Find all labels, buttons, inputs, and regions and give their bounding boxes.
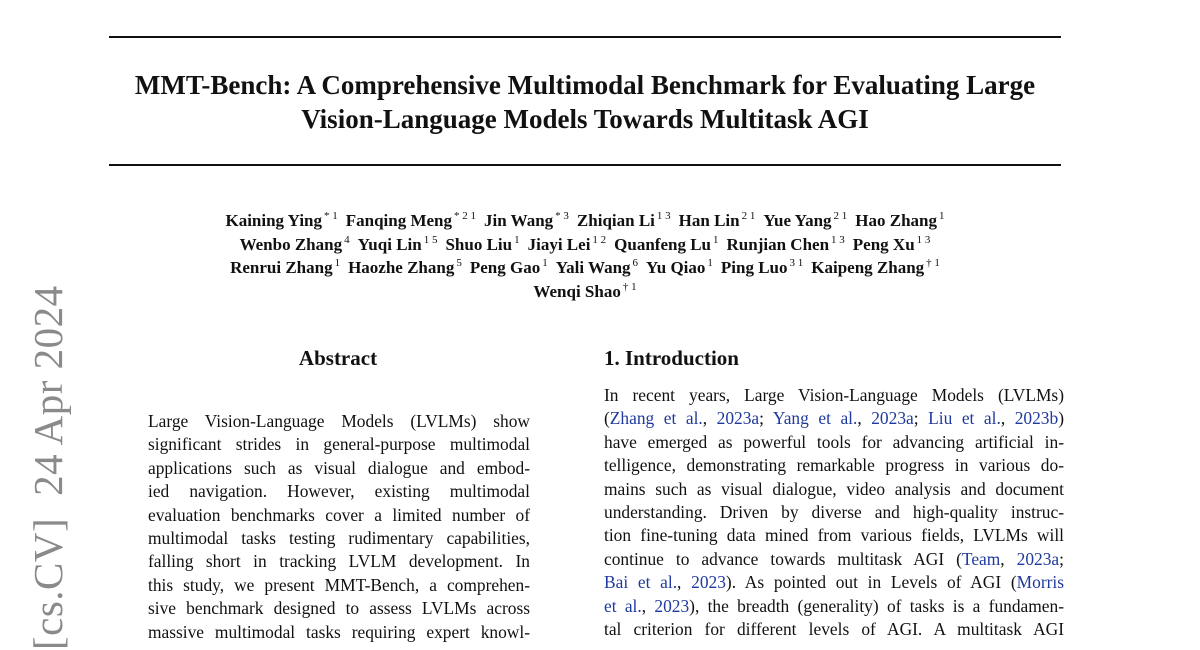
author-name — [225, 211, 337, 230]
introduction-line — [604, 548, 1064, 571]
author-name — [528, 235, 607, 254]
author-affiliation-mark: 1 — [514, 233, 520, 246]
paper-title — [100, 68, 1070, 136]
author-name — [556, 258, 638, 277]
introduction-text: ). As pointed out in Levels of AGI ( — [725, 572, 1017, 593]
author-name — [230, 258, 340, 277]
introduction-body — [604, 384, 1064, 641]
introduction-text: , — [641, 595, 655, 616]
introduction-text: ; — [913, 408, 929, 429]
author-name-text: Haozhe Zhang — [348, 258, 455, 278]
author-name — [445, 235, 519, 254]
introduction-line — [604, 384, 1064, 407]
author-affiliation-mark: 1 — [542, 257, 548, 270]
citation-link[interactable]: 2023a — [1016, 548, 1060, 569]
author-name-text: Jin Wang — [484, 211, 554, 230]
citation-link[interactable]: et al. — [604, 595, 642, 616]
introduction-text: have emerged as powerful tools for advancing artificial in- — [604, 431, 1064, 452]
introduction-text: ; — [759, 408, 773, 429]
abstract-line: evaluation benchmarks cover a limited number of — [148, 504, 530, 525]
abstract-line: Large Vision-Language Models (LVLMs) show — [148, 411, 530, 431]
author-name-text: Jiayi Lei — [527, 234, 591, 254]
author-name-text: Peng Gao — [469, 258, 541, 278]
abstract-line: falling short in tracking LVLM development. In — [148, 551, 530, 572]
introduction-text: , — [857, 408, 872, 429]
introduction-line — [604, 571, 1064, 594]
introduction-text: tal criterion for different levels of AGI. A multitask AGI — [604, 619, 1064, 640]
author-line — [120, 256, 1050, 280]
author-affiliation-mark: 1 — [713, 233, 719, 246]
citation-link[interactable]: Zhang et al. — [609, 408, 703, 429]
author-affiliation-mark: 1 3 — [916, 233, 931, 246]
citation-link[interactable]: Bai et al. — [604, 572, 678, 593]
author-name — [533, 282, 636, 301]
citation-link[interactable]: Team — [961, 548, 1001, 569]
abstract-line: ied navigation. However, existing multimodal — [148, 481, 530, 502]
abstract-line: sive benchmark designed to assess LVLMs across — [148, 598, 530, 619]
introduction-line — [604, 501, 1064, 524]
abstract-heading: Abstract — [298, 346, 378, 370]
author-name-text: Renrui Zhang — [230, 258, 333, 278]
citation-link[interactable]: Yang et al. — [772, 408, 858, 429]
author-name — [853, 235, 931, 254]
abstract-line: multimodal tasks testing rudimentary capabilities, — [148, 528, 530, 549]
author-affiliation-mark: 6 — [632, 257, 639, 270]
author-affiliation-mark: 1 — [707, 257, 713, 270]
author-affiliation-mark: 2 1 — [833, 210, 848, 222]
introduction-text: understanding. Driven by diverse and high-quality instruc- — [604, 502, 1064, 523]
author-name — [577, 211, 671, 230]
title-line: MMT-Bench: A Comprehensive Multimodal Benchmark for Evaluating Large — [134, 70, 1036, 100]
introduction-line — [604, 595, 1064, 618]
author-affiliation-mark: 1 2 — [592, 233, 607, 246]
author-name-text: Fanqing Meng — [345, 211, 453, 230]
introduction-text: ) — [1058, 408, 1064, 429]
author-affiliation-mark: 2 1 — [741, 210, 756, 222]
abstract-body — [148, 410, 530, 644]
author-line — [120, 209, 1050, 233]
author-affiliation-mark: 4 — [344, 233, 350, 246]
citation-link[interactable]: 2023 — [691, 572, 726, 593]
arxiv-date: 24 Apr 2024 — [25, 285, 71, 496]
citation-link[interactable]: 2023a — [871, 408, 914, 429]
author-name-text: Yu Qiao — [646, 258, 706, 278]
title-bottom-rule — [109, 164, 1061, 166]
citation-link[interactable]: Morris — [1016, 572, 1064, 593]
author-name-text: Quanfeng Lu — [614, 234, 712, 254]
author-name — [811, 258, 940, 277]
author-name-text: Zhiqian Li — [576, 211, 655, 230]
author-name-text: Yue Yang — [763, 211, 832, 230]
introduction-text: ; — [1059, 548, 1064, 569]
author-name — [679, 211, 756, 230]
arxiv-side-stamp — [27, 285, 69, 650]
author-affiliation-mark: 5 — [456, 257, 462, 270]
author-name-text: Peng Xu — [852, 234, 915, 254]
introduction-text: In recent years, Large Vision-Language Models (LVLMs) — [604, 385, 1064, 405]
author-name-text: Wenqi Shao — [533, 281, 621, 301]
author-affiliation-mark: 1 — [939, 210, 945, 222]
author-name-text: Yali Wang — [555, 258, 631, 278]
author-affiliation-mark: 1 5 — [423, 233, 438, 246]
author-name — [348, 258, 462, 277]
arxiv-category: [cs.CV] — [25, 517, 71, 650]
author-name-text: Shuo Liu — [445, 234, 513, 254]
author-name — [484, 211, 569, 230]
introduction-line — [604, 454, 1064, 477]
introduction-text: tion fine-tuning data mined from various fields, LVLMs will — [604, 525, 1064, 546]
author-name-text: Kaipeng Zhang — [811, 258, 925, 278]
title-line: Vision-Language Models Towards Multitask AGI — [301, 104, 869, 134]
introduction-line — [604, 478, 1064, 501]
introduction-text: ), the breadth (generality) of tasks is a fundamen- — [689, 595, 1064, 616]
introduction-text: , — [702, 408, 717, 429]
author-affiliation-mark: † 1 — [926, 257, 940, 270]
abstract-line: significant strides in general-purpose multimodal — [148, 434, 530, 455]
author-affiliation-mark: 1 3 — [831, 233, 845, 246]
author-affiliation-mark: † 1 — [622, 280, 637, 293]
author-name-text: Wenbo Zhang — [239, 234, 343, 254]
title-top-rule — [109, 36, 1061, 38]
citation-link[interactable]: 2023 — [654, 595, 690, 616]
author-name — [763, 211, 847, 230]
author-name — [358, 235, 438, 254]
introduction-line — [604, 524, 1064, 547]
introduction-line — [604, 618, 1064, 641]
introduction-text: mains such as visual dialogue, video analysis and document — [604, 478, 1064, 499]
author-name-text: Han Lin — [678, 211, 740, 230]
author-line — [120, 280, 1050, 304]
abstract-line: this study, we present MMT-Bench, a comprehen- — [148, 574, 530, 595]
author-name-text: Ping Luo — [720, 258, 788, 278]
author-list — [120, 209, 1050, 303]
author-name — [614, 235, 718, 254]
citation-link[interactable]: 2023b — [1014, 408, 1059, 429]
author-affiliation-mark: 1 — [334, 257, 341, 270]
citation-link[interactable]: 2023a — [716, 408, 760, 429]
introduction-text: continue to advance towards multitask AGI ( — [604, 548, 962, 569]
introduction-text: telligence, demonstrating remarkable progress in various do- — [604, 455, 1064, 476]
author-name-text: Hao Zhang — [855, 211, 938, 230]
introduction-text: ( — [604, 408, 610, 429]
author-affiliation-mark: * 3 — [555, 210, 569, 222]
introduction-line — [604, 407, 1064, 430]
author-name — [346, 211, 476, 230]
author-name — [727, 235, 845, 254]
citation-link[interactable]: Liu et al. — [928, 408, 1001, 429]
abstract-line: massive multimodal tasks requiring expert knowl- — [148, 621, 530, 642]
author-affiliation-mark: 3 1 — [789, 257, 804, 270]
author-name — [721, 258, 803, 277]
author-name — [240, 235, 350, 254]
author-line — [120, 233, 1050, 257]
introduction-text: , — [1000, 408, 1015, 429]
author-affiliation-mark: * 1 — [324, 210, 338, 222]
author-affiliation-mark: * 2 1 — [454, 210, 477, 222]
author-name-text: Kaining Ying — [225, 211, 322, 230]
author-affiliation-mark: 1 3 — [656, 210, 671, 222]
introduction-heading: 1. Introduction — [604, 346, 739, 370]
author-name — [646, 258, 713, 277]
author-name — [470, 258, 548, 277]
introduction-line — [604, 431, 1064, 454]
abstract-line: applications such as visual dialogue and embod- — [148, 457, 530, 478]
introduction-text: , — [1000, 548, 1017, 569]
introduction-text: , — [677, 572, 692, 593]
author-name-text: Yuqi Lin — [357, 234, 422, 254]
author-name-text: Runjian Chen — [726, 234, 830, 254]
author-name — [855, 211, 944, 230]
